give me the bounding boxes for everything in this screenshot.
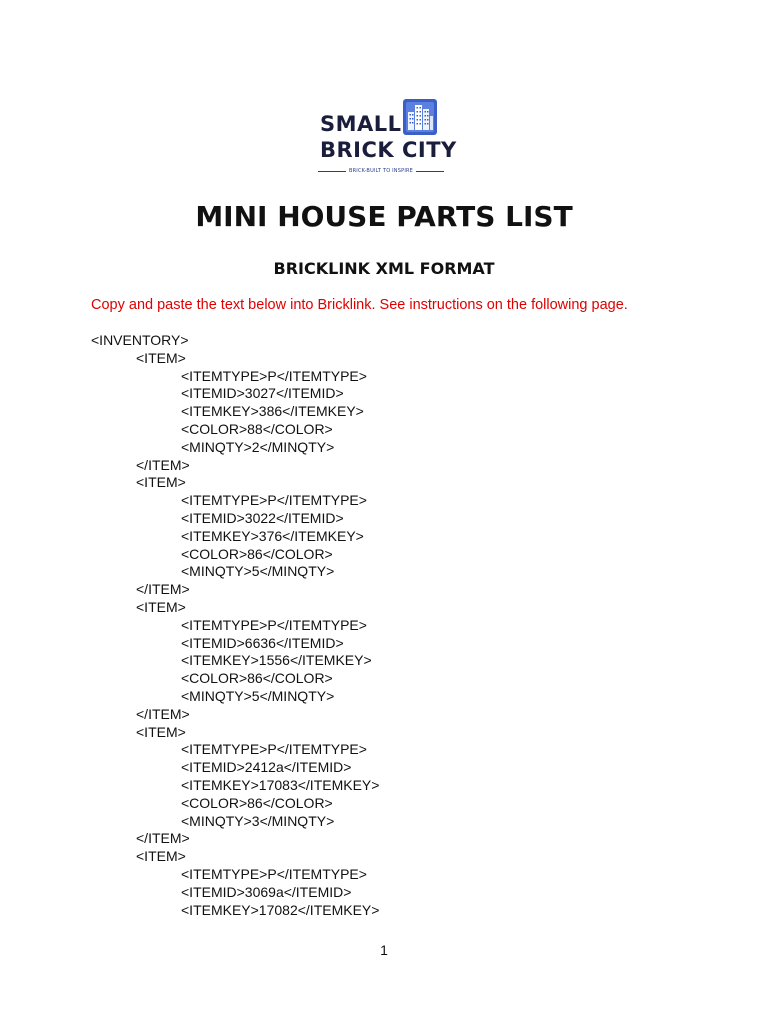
xml-line: <ITEMKEY>17083</ITEMKEY> — [181, 776, 380, 793]
instruction-text: Copy and paste the text below into Bricklink. See instructions on the following page. — [91, 297, 628, 313]
xml-code-block — [91, 332, 379, 919]
logo-rule-left — [318, 171, 346, 172]
xml-line: <ITEMTYPE>P</ITEMTYPE> — [181, 492, 367, 509]
xml-line: <ITEMKEY>376</ITEMKEY> — [181, 527, 364, 544]
xml-line: <MINQTY>5</MINQTY> — [181, 687, 335, 704]
page-number: 1 — [380, 942, 388, 958]
xml-line: <ITEMID>2412a</ITEMID> — [181, 759, 352, 776]
xml-line: <ITEM> — [136, 848, 186, 865]
xml-line: <COLOR>86</COLOR> — [181, 545, 333, 562]
xml-line: <ITEMTYPE>P</ITEMTYPE> — [181, 616, 367, 633]
page-subtitle: BRICKLINK XML FORMAT — [273, 259, 495, 278]
page-title: MINI HOUSE PARTS LIST — [195, 200, 573, 233]
xml-line: <COLOR>86</COLOR> — [181, 670, 333, 687]
xml-line: <MINQTY>2</MINQTY> — [181, 438, 335, 455]
xml-line: </ITEM> — [136, 581, 190, 598]
xml-line: <ITEMKEY>386</ITEMKEY> — [181, 403, 364, 420]
xml-line: <ITEM> — [136, 598, 186, 615]
brand-logo — [318, 98, 457, 178]
xml-line: <COLOR>88</COLOR> — [181, 420, 333, 437]
xml-line: <ITEM> — [136, 723, 186, 740]
xml-line: <ITEM> — [136, 474, 186, 491]
xml-line: <ITEM> — [136, 349, 186, 366]
xml-line: <MINQTY>5</MINQTY> — [181, 563, 335, 580]
xml-line: <ITEMKEY>1556</ITEMKEY> — [181, 652, 372, 669]
logo-wordmark-line1: SMALL — [320, 112, 402, 136]
xml-line: </ITEM> — [136, 456, 190, 473]
logo-tagline: BRICK-BUILT TO INSPIRE — [348, 168, 414, 174]
xml-line: <ITEMKEY>17082</ITEMKEY> — [181, 901, 380, 918]
xml-line: <ITEMTYPE>P</ITEMTYPE> — [181, 367, 367, 384]
xml-line: <COLOR>86</COLOR> — [181, 794, 333, 811]
xml-line: <INVENTORY> — [91, 332, 189, 348]
xml-line: <ITEMTYPE>P</ITEMTYPE> — [181, 741, 367, 758]
logo-wordmark-line2: BRICK CITY — [320, 138, 457, 162]
xml-line: <ITEMTYPE>P</ITEMTYPE> — [181, 865, 367, 882]
xml-line: <ITEMID>3069a</ITEMID> — [181, 883, 352, 900]
logo-rule-right — [416, 171, 444, 172]
xml-line: </ITEM> — [136, 830, 190, 847]
xml-line: <ITEMID>6636</ITEMID> — [181, 634, 344, 651]
xml-line: <MINQTY>3</MINQTY> — [181, 812, 335, 829]
xml-line: <ITEMID>3022</ITEMID> — [181, 509, 344, 526]
logo-tagline-row — [318, 166, 444, 176]
xml-line: </ITEM> — [136, 705, 190, 722]
xml-line: <ITEMID>3027</ITEMID> — [181, 385, 344, 402]
city-buildings-icon — [402, 98, 438, 136]
